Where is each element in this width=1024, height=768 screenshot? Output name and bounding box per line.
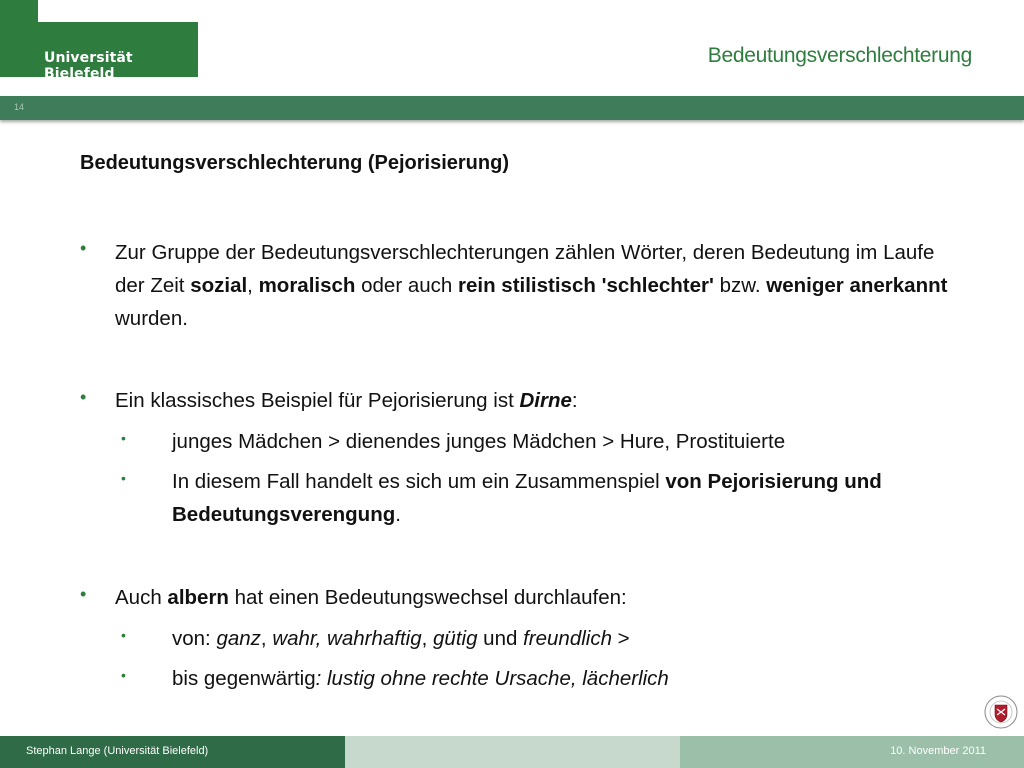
sub-bullet-icon: • <box>121 627 126 643</box>
sub-bullet-icon: • <box>121 667 126 683</box>
header-band <box>0 96 1024 120</box>
footer-author: Stephan Lange (Universität Bielefeld) <box>26 745 209 757</box>
bullet-icon: • <box>80 584 87 604</box>
bullet-text: Ein klassisches Beispiel für Pejorisierung ist Dirne: <box>115 389 578 412</box>
sub-bullet-icon: • <box>121 470 126 486</box>
slide-heading: Bedeutungsverschlechterung (Pejorisierung) <box>80 152 509 174</box>
bullet-icon: • <box>80 387 87 407</box>
bullet-text: Auch albern hat einen Bedeutungswechsel durchlaufen: <box>115 586 627 609</box>
page-title: Bedeutungsverschlechterung <box>707 44 972 67</box>
bullet-text: Zur Gruppe der Bedeutungsverschlechterungen zählen Wörter, deren Bedeutung im Laufe der Zeit sozial, moralisch oder auch rein stilistisch 'schlechter' bzw. weniger anerkannt wurden. <box>115 241 948 330</box>
university-seal-icon <box>984 695 1018 729</box>
sub-bullet-icon: • <box>121 430 126 446</box>
sub-bullet-text: junges Mädchen > dienendes junges Mädchen > Hure, Prostituierte <box>172 430 786 453</box>
logo-text: Universität Bielefeld <box>44 50 133 82</box>
footer-date: 10. November 2011 <box>890 745 986 757</box>
university-logo <box>0 0 198 82</box>
sub-bullet-text: bis gegenwärtig: lustig ohne rechte Ursache, lächerlich <box>172 667 669 690</box>
bullet-icon: • <box>80 238 87 258</box>
sub-bullet-text: In diesem Fall handelt es sich um ein Zusammenspiel von Pejorisierung und Bedeutungsverengung. <box>172 470 882 526</box>
sub-bullet-text: von: ganz, wahr, wahrhaftig, gütig und freundlich > <box>172 627 630 650</box>
slide-number: 14 <box>14 102 25 112</box>
